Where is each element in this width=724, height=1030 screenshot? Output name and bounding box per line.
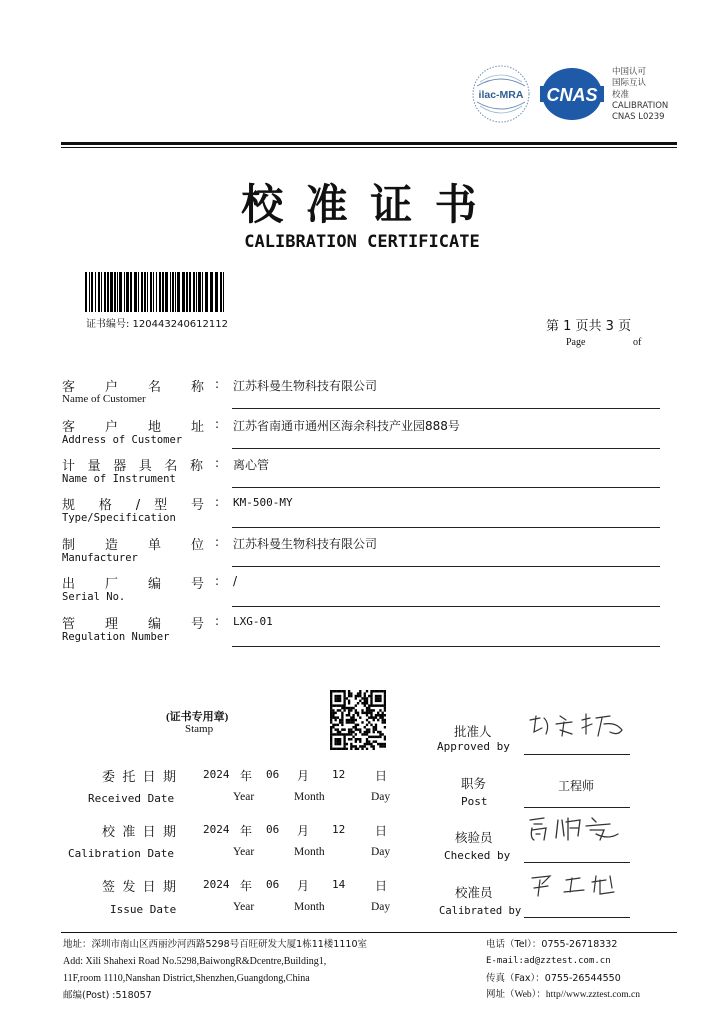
date-day: 14 <box>332 878 346 891</box>
date-row <box>0 766 420 810</box>
field-label-cn: 管 理 编 号 <box>62 617 204 632</box>
field-value: 离心管 <box>233 458 270 472</box>
field-row <box>0 573 724 613</box>
date-label-en: Received Date <box>88 792 175 805</box>
header-rule-thick <box>61 142 677 145</box>
footer-address-line: 11F,room 1110,Nanshan District,Shenzhen,Guangdong,China <box>63 973 310 984</box>
footer-contact-line: 传真（Fax）：0755-26544550 <box>486 973 621 984</box>
date-year: 2024 <box>203 878 230 891</box>
footer-rule <box>61 932 677 933</box>
approval-signature-yu <box>526 870 632 900</box>
date-label-cn: 校 准 日 期 <box>102 825 176 840</box>
approval-underline <box>524 862 630 863</box>
field-label-en: Address of Customer <box>62 434 183 446</box>
field-label-cn: 客 户 地 址 <box>62 420 204 435</box>
header-rule-thin <box>61 147 677 148</box>
approval-label-cn: 批准人 <box>454 724 492 739</box>
cnas-text: CNAS <box>546 85 598 105</box>
field-label-en: Serial No. <box>62 591 126 603</box>
date-day-unit: 日 <box>375 879 388 893</box>
field-label-en: Name of Instrument <box>62 473 176 485</box>
approval-label-cn: 核验员 <box>455 830 493 845</box>
cnas-info-line: 中国认可 <box>612 67 647 77</box>
footer-contact-line: 电话（Tel）：0755-26718332 <box>486 939 618 950</box>
field-underline <box>232 646 660 647</box>
field-value: LXG-01 <box>233 615 273 628</box>
cnas-logo <box>540 66 604 122</box>
footer-address-line: 地址：深圳市南山区西丽沙河西路5298号百旺研发大厦1栋11楼1110室 <box>63 939 367 950</box>
page-info-en-of: of <box>633 337 642 348</box>
field-label-en: Type/Specification <box>62 512 176 524</box>
field-colon: : <box>215 456 220 470</box>
field-value: KM-500-MY <box>233 496 293 509</box>
field-colon: : <box>215 614 220 628</box>
date-month-en: Month <box>294 791 325 803</box>
approval-label-cn: 校准员 <box>455 885 493 900</box>
date-row <box>0 876 420 920</box>
approval-label-cn: 职务 <box>461 776 487 791</box>
date-label-en: Issue Date <box>110 903 177 916</box>
field-label-cn: 计量器具名称 <box>62 459 204 474</box>
date-row <box>0 821 420 865</box>
field-value: / <box>233 574 238 588</box>
field-label-cn: 出 厂 编 号 <box>62 577 204 592</box>
cnas-info-line: 校准 <box>612 89 630 100</box>
footer-contact-line: 网址（Web）：http//www.zztest.com.cn <box>486 990 641 1000</box>
date-month: 06 <box>266 878 280 891</box>
date-year-unit: 年 <box>240 879 253 893</box>
field-underline <box>232 527 660 528</box>
field-label-cn: 规 格 / 型 号 <box>62 498 204 513</box>
date-year-en: Year <box>233 791 255 803</box>
date-day-en: Day <box>371 846 391 858</box>
approval-underline <box>524 807 630 808</box>
page-info-en-page: Page <box>566 337 586 348</box>
date-day-en: Day <box>371 791 391 803</box>
field-row <box>0 534 724 574</box>
date-year: 2024 <box>203 768 230 781</box>
title-en: CALIBRATION CERTIFICATE <box>244 232 480 252</box>
date-month-unit: 月 <box>297 879 310 893</box>
date-label-cn: 签 发 日 期 <box>102 880 176 895</box>
approval-row <box>420 774 650 810</box>
footer-address-line: Add: Xili Shahexi Road No.5298,BaiwongR&Dcentre,Building1, <box>63 956 327 967</box>
date-year-en: Year <box>233 901 255 913</box>
approval-underline <box>524 754 630 755</box>
certificate-number: 证书编号: 120443240612112 <box>86 319 228 330</box>
approval-value: 工程师 <box>558 779 595 793</box>
approval-signature-zhang <box>526 710 632 742</box>
field-colon: : <box>215 535 220 549</box>
date-day: 12 <box>332 768 346 781</box>
field-value: 江苏科曼生物科技有限公司 <box>233 379 378 393</box>
date-month-unit: 月 <box>297 824 310 838</box>
footer-address <box>63 936 367 1004</box>
date-day-unit: 日 <box>375 769 388 783</box>
approval-underline <box>524 917 630 918</box>
field-label-en: Name of Customer <box>62 393 146 405</box>
field-label-cn: 客 户 名 称 <box>62 380 204 395</box>
date-month: 06 <box>266 768 280 781</box>
stamp-label-en: Stamp <box>185 723 214 735</box>
field-label-cn: 制 造 单 位 <box>62 538 204 553</box>
approval-label-en: Checked by <box>444 849 511 862</box>
date-month-en: Month <box>294 901 325 913</box>
date-year-unit: 年 <box>240 824 253 838</box>
field-colon: : <box>215 495 220 509</box>
date-month: 06 <box>266 823 280 836</box>
field-value: 江苏省南通市通州区海余科技产业园888号 <box>233 419 460 433</box>
date-year-en: Year <box>233 846 255 858</box>
field-underline <box>232 606 660 607</box>
field-colon: : <box>215 417 220 431</box>
approval-signature-gao <box>526 812 632 846</box>
cnas-info <box>612 67 668 123</box>
field-colon: : <box>215 574 220 588</box>
field-underline <box>232 487 660 488</box>
date-day-unit: 日 <box>375 824 388 838</box>
date-label-en: Calibration Date <box>68 847 174 860</box>
approval-label-en: Approved by <box>437 740 510 753</box>
field-row <box>0 455 724 495</box>
date-month-unit: 月 <box>297 769 310 783</box>
date-label-cn: 委 托 日 期 <box>102 770 176 785</box>
field-row <box>0 376 724 416</box>
stamp-label-cn: (证书专用章) <box>166 711 229 723</box>
cnas-info-line: CNAS L0239 <box>612 112 665 123</box>
field-colon: : <box>215 377 220 391</box>
qr-code <box>330 690 386 750</box>
field-label-en: Regulation Number <box>62 631 170 643</box>
field-row <box>0 494 724 534</box>
title-cn: 校 准 证 书 <box>241 183 483 229</box>
date-year-unit: 年 <box>240 769 253 783</box>
footer-contacts <box>486 936 640 1004</box>
field-underline <box>232 408 660 409</box>
ilac-mra-logo <box>471 64 531 124</box>
cnas-info-line: CALIBRATION <box>612 100 669 111</box>
date-year: 2024 <box>203 823 230 836</box>
page-info-cn: 第 1 页共 3 页 <box>546 319 632 334</box>
cnas-info-line: 国际互认 <box>612 78 647 89</box>
footer-address-line: 邮编(Post) :518057 <box>63 990 152 1001</box>
field-underline <box>232 448 660 449</box>
barcode <box>85 272 227 312</box>
field-row <box>0 613 724 653</box>
ilac-text: ilac-MRA <box>478 89 524 101</box>
field-underline <box>232 566 660 567</box>
field-value: 江苏科曼生物科技有限公司 <box>233 537 378 551</box>
date-day-en: Day <box>371 901 391 913</box>
date-day: 12 <box>332 823 346 836</box>
footer-contact-line: E-mail:ad@zztest.com.cn <box>486 956 611 966</box>
approval-label-en: Calibrated by <box>439 905 522 917</box>
field-label-en: Manufacturer <box>62 552 138 564</box>
date-month-en: Month <box>294 846 325 858</box>
field-row <box>0 416 724 456</box>
approval-label-en: Post <box>461 795 488 808</box>
